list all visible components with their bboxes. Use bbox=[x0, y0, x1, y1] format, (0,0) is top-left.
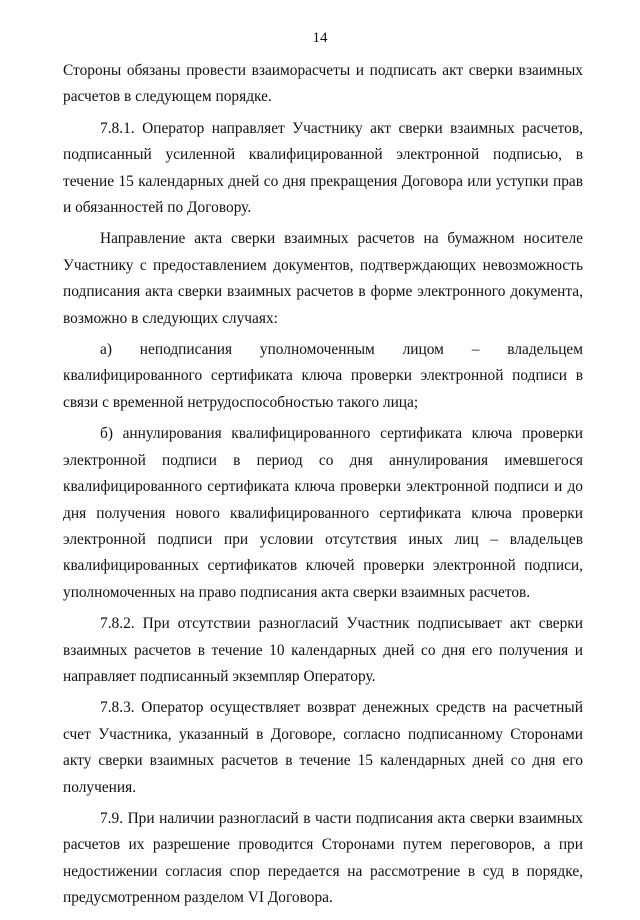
paragraph-7-9: 7.9. При наличии разногласий в части подписания акта сверки взаимных расчетов их разрешение проводится Сторонами путем переговоров, а при недостижении согласия спор передается на рассмотрение в суд в порядке, предусмотренном разделом VI Договора. bbox=[63, 809, 583, 907]
paragraph-case-b: б) аннулирования квалифицированного сертификата ключа проверки электронной подписи в период со дня аннулирования имевшегося квалифицированного сертификата ключа проверки электронной подписи и до дня получения нового квалифицированного сертификата ключа проверки электронной подписи при условии отсутствия иных лиц – владельцев квалифицированных сертификатов ключей проверки электронной подписи, уполномоченных на право подписания акта сверки взаимных расчетов. bbox=[63, 425, 583, 601]
paragraph-paper-delivery: Направление акта сверки взаимных расчетов на бумажном носителе Участнику с предоставлением документов, подтверждающих невозможность подписания акта сверки взаимных расчетов в форме электронного документа, возможно в следующих случаях: bbox=[63, 230, 583, 327]
paragraph-7-8-3: 7.8.3. Оператор осуществляет возврат денежных средств на расчетный счет Участника, указанный в Договоре, согласно подписанному Сторонами акту сверки взаимных расчетов в течение 15 календарных дней со дня его получения. bbox=[63, 699, 583, 796]
paragraph-7-8-1: 7.8.1. Оператор направляет Участнику акт сверки взаимных расчетов, подписанный усиленной квалифицированной электронной подписью, в течение 15 календарных дней со дня прекращения Договора или уступки прав и обязанностей по Договору. bbox=[63, 119, 583, 217]
paragraph-7-8-2: 7.8.2. При отсутствии разногласий Участник подписывает акт сверки взаимных расчетов в течение 10 календарных дней со дня его получения и направляет подписанный экземпляр Оператору. bbox=[63, 615, 583, 685]
paragraph-case-a: а) неподписания уполномоченным лицом – владельцем квалифицированного сертификата ключа проверки электронной подписи в связи с временной нетрудоспособностью такого лица; bbox=[63, 341, 583, 411]
page-number: 14 bbox=[312, 30, 328, 46]
document-body bbox=[63, 58, 583, 912]
paragraph-intro: Стороны обязаны провести взаиморасчеты и подписать акт сверки взаимных расчетов в следующем порядке. bbox=[63, 62, 583, 106]
